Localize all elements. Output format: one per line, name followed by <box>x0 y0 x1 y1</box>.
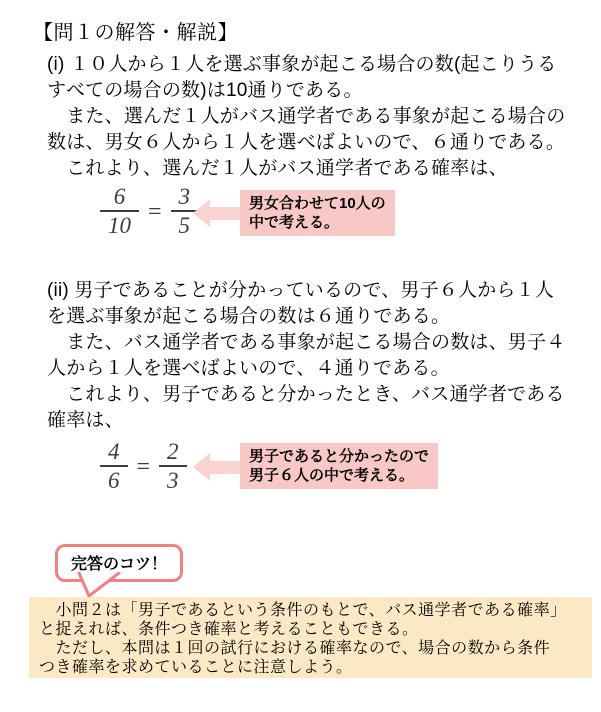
fraction-denominator: 5 <box>171 210 199 239</box>
fraction-numerator: 3 <box>178 184 191 209</box>
tip-note-box <box>29 597 592 678</box>
fraction-equation-1 <box>100 183 198 239</box>
callout-line: 男子６人の中で考える。 <box>249 467 415 484</box>
fraction-denominator: 3 <box>159 465 187 494</box>
solution-part-ii-paragraph <box>47 278 565 434</box>
fraction-numerator: 2 <box>167 439 179 464</box>
solution-part-i-paragraph <box>47 52 565 182</box>
text-line: これより、選んだ１人がバス通学者である確率は、 <box>47 158 508 179</box>
text-line: (ii) 男子であることが分かっているので、男子６人から１人 <box>47 280 554 301</box>
arrow-head <box>193 453 210 481</box>
note-line: 小問２は「男子であるという条件のもとで、バス通学者である確率」 <box>39 602 567 619</box>
annotation-callout-2 <box>240 443 438 489</box>
speech-bubble-tail <box>75 572 123 600</box>
callout-line: 中で考える。 <box>249 214 340 231</box>
fraction-equation-2 <box>100 438 187 494</box>
fraction-numerator: 6 <box>113 184 126 209</box>
callout-line: 男女合わせて10人の <box>249 195 386 212</box>
text-line: 人から１人を選べばよいので、４通りである。 <box>47 358 450 379</box>
fraction <box>100 183 139 239</box>
note-line: ただし、本問は１回の試行における確率なので、場合の数から条件 <box>39 640 551 657</box>
equals-sign: = <box>136 453 151 480</box>
text-line: 確率は、 <box>47 410 124 431</box>
arrow-shaft <box>210 207 240 220</box>
page-title: 【問１の解答・解説】 <box>33 22 238 44</box>
left-arrow-icon <box>193 199 240 227</box>
text-line: また、バス通学者である事象が起こる場合の数は、男子４ <box>47 332 566 353</box>
equals-sign: = <box>148 198 162 225</box>
callout-line: 男子であると分かったので <box>249 448 430 465</box>
text-line: を選ぶ事象が起こる場合の数は６通りである。 <box>47 306 451 327</box>
arrow-shaft <box>210 461 240 474</box>
left-arrow-icon <box>193 453 240 481</box>
fraction <box>100 438 128 494</box>
fraction-denominator: 6 <box>100 465 128 494</box>
fraction-denominator: 10 <box>100 210 139 239</box>
text-line: これより、男子であると分かったとき、バス通学者である <box>47 384 565 405</box>
text-line: また、選んだ１人がバス通学者である事象が起こる場合の <box>47 106 566 127</box>
fraction-numerator: 4 <box>108 439 120 464</box>
note-line: つき確率を求めていることに注意しよう。 <box>39 659 353 676</box>
text-line: すべての場合の数)は10通りである。 <box>47 80 363 101</box>
annotation-callout-1 <box>240 190 395 236</box>
text-line: (i) １０人から１人を選ぶ事象が起こる場合の数(起こりうる <box>47 54 557 75</box>
fraction <box>159 438 187 494</box>
tip-speech-bubble: 完答のコツ！ <box>55 544 183 582</box>
text-line: 数は、男女６人から１人を選べばよいので、６通りである。 <box>47 132 566 153</box>
note-line: と捉えれば、条件つき確率と考えることもできる。 <box>39 621 419 638</box>
arrow-head <box>193 199 210 227</box>
